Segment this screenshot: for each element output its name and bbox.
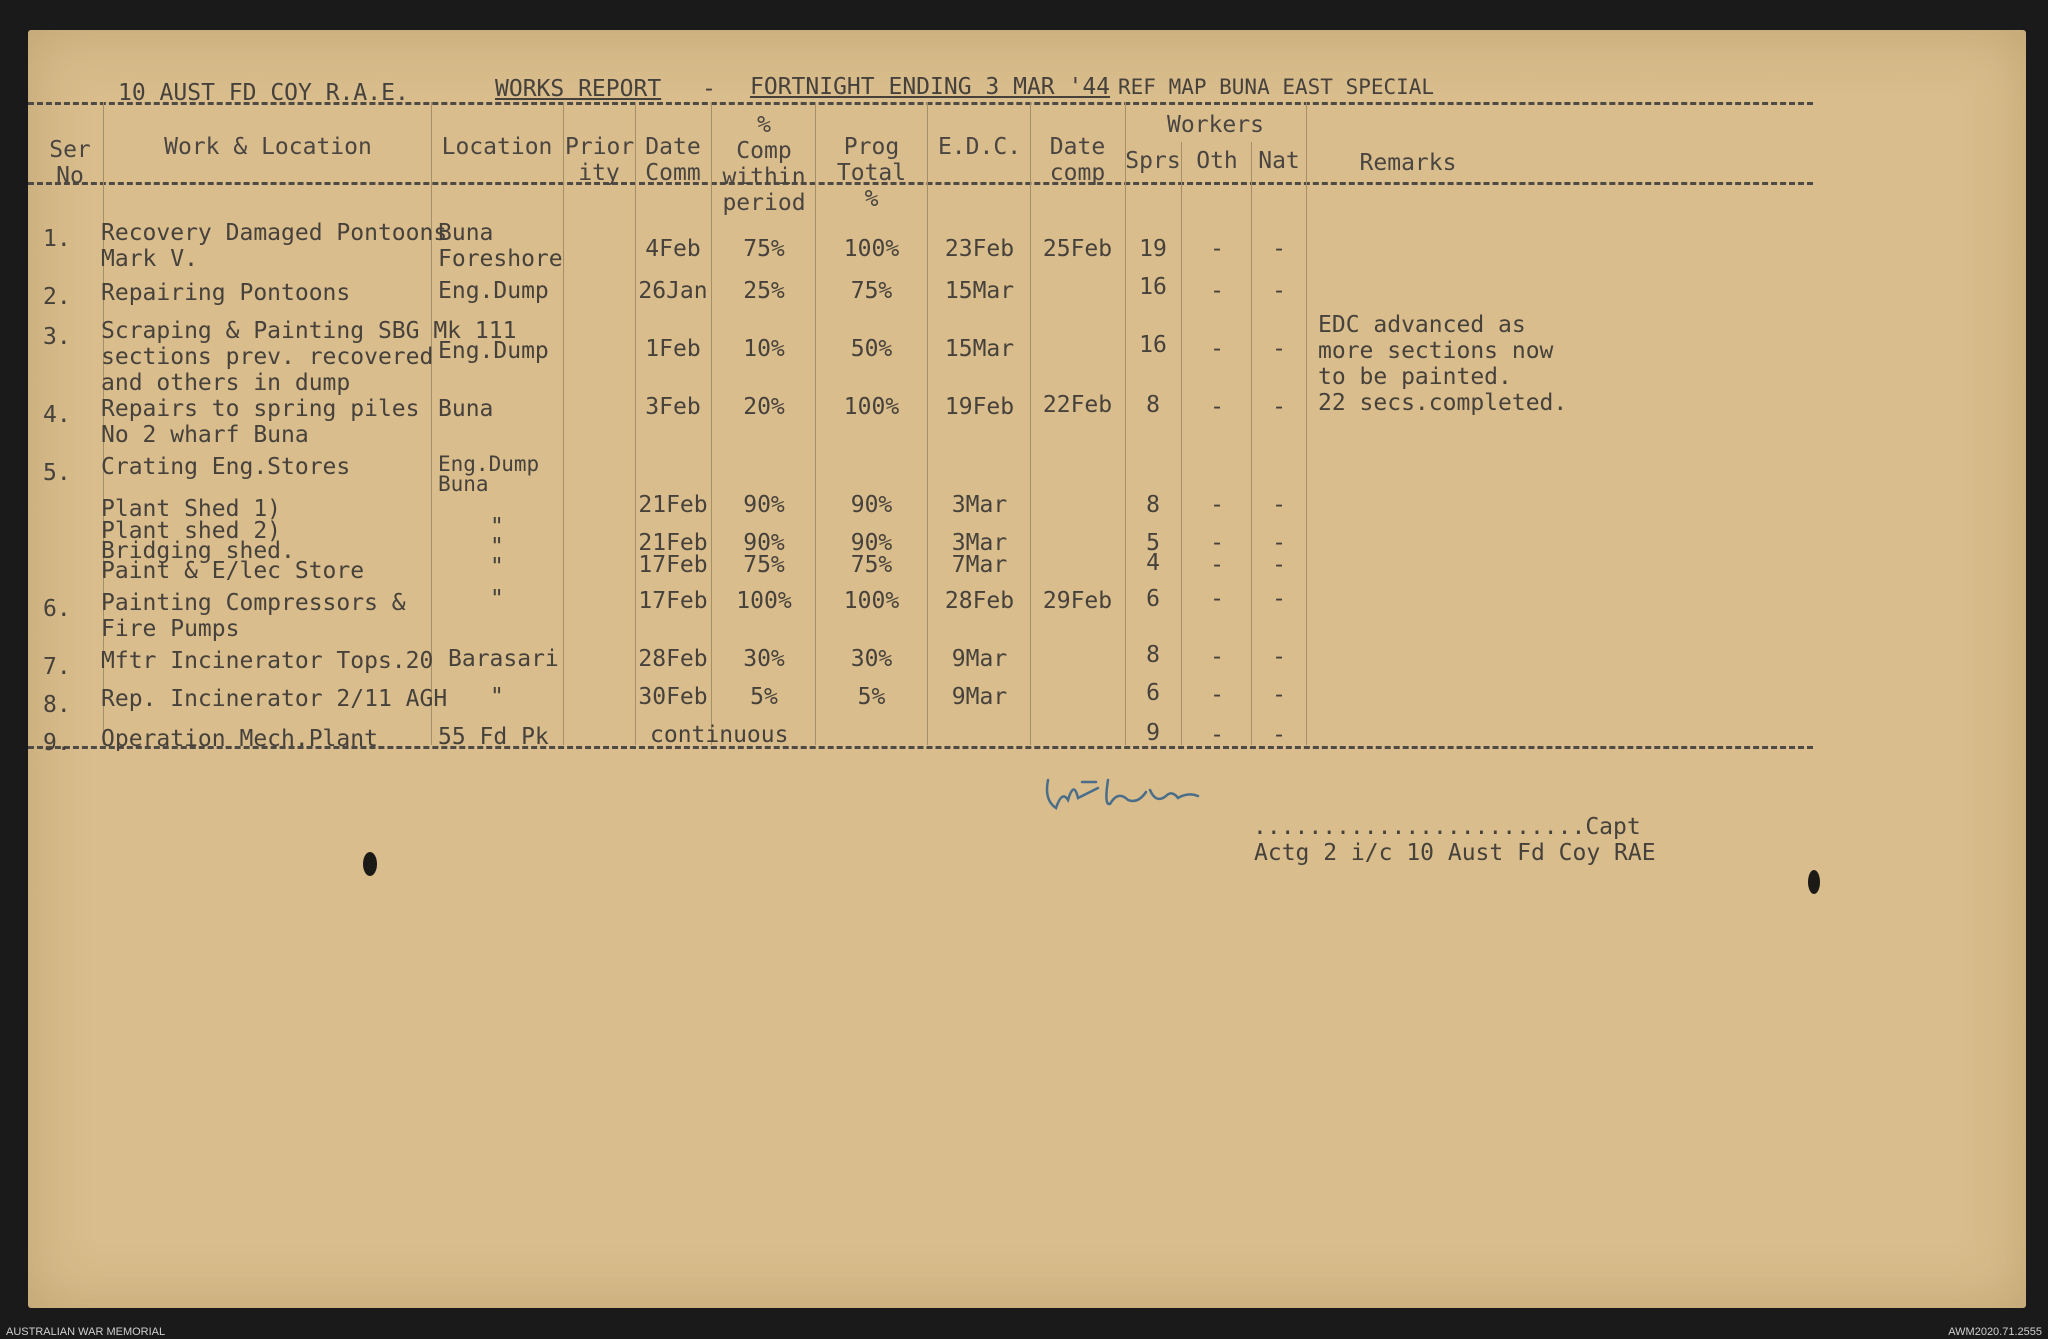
- row-2-work: Repairing Pontoons: [101, 280, 351, 306]
- row-4-date-comp: 22Feb: [1042, 392, 1113, 418]
- row-2-location: Eng.Dump: [438, 278, 549, 304]
- row-4-location: Buna: [438, 396, 494, 422]
- row-5c-edc: 3Mar: [951, 530, 1008, 556]
- row-5b-location: ": [490, 514, 504, 540]
- row-1-date-comp: 25Feb: [1042, 236, 1113, 262]
- header-rule: [28, 102, 1813, 105]
- row-1-prog: 100%: [843, 236, 900, 262]
- row-5a-prog: 90%: [850, 492, 893, 518]
- row-1-date-comm: 4Feb: [645, 236, 701, 262]
- row-4-oth: -: [1210, 394, 1224, 420]
- row-7-edc: 9Mar: [951, 646, 1008, 672]
- row-4-ser: 4.: [43, 402, 71, 428]
- row-5c-nat: -: [1272, 530, 1286, 556]
- row-5d-date-comm: 17Feb: [638, 552, 708, 578]
- signature-title: Actg 2 i/c 10 Aust Fd Coy RAE: [1254, 840, 1656, 866]
- row-5d-edc: 7Mar: [951, 552, 1008, 578]
- row-5c-work: Bridging shed.: [101, 538, 295, 564]
- row-6-ser: 6.: [43, 596, 71, 622]
- row-3-prog: 50%: [850, 336, 893, 362]
- signature-line: ........................Capt: [1253, 814, 1641, 840]
- row-4-prog: 100%: [843, 394, 900, 420]
- row-5-ser: 5.: [43, 460, 71, 486]
- row-5d-work: Paint & E/lec Store: [101, 558, 365, 584]
- col-divider: [1030, 102, 1031, 745]
- row-8-edc: 9Mar: [951, 684, 1008, 710]
- row-5a-edc: 3Mar: [951, 492, 1008, 518]
- row-8-prog: 5%: [857, 684, 886, 710]
- row-5a-oth: -: [1210, 492, 1224, 518]
- map-reference: REF MAP BUNA EAST SPECIAL: [1118, 75, 1435, 99]
- row-3-oth: -: [1210, 336, 1224, 362]
- row-3-edc: 15Mar: [944, 336, 1015, 362]
- row-6-edc: 28Feb: [944, 588, 1015, 614]
- row-5d-location: ": [490, 554, 504, 580]
- row-8-oth: -: [1210, 682, 1224, 708]
- handwritten-signature: [1038, 760, 1238, 820]
- row-4-edc: 19Feb: [944, 394, 1015, 420]
- row-7-prog: 30%: [850, 646, 893, 672]
- col-divider: [815, 102, 816, 745]
- row-1-edc: 23Feb: [944, 236, 1015, 262]
- row-5d-nat: -: [1272, 552, 1286, 578]
- row-1-oth: -: [1210, 236, 1224, 262]
- row-4-sprs: 8: [1146, 392, 1160, 418]
- row-5c-sprs: 5: [1146, 530, 1160, 556]
- row-1-sprs: 19: [1139, 236, 1167, 262]
- row-7-nat: -: [1272, 644, 1286, 670]
- row-5b-work: Plant shed 2): [101, 518, 282, 544]
- row-8-nat: -: [1272, 682, 1286, 708]
- row-3-location: Eng.Dump: [438, 338, 549, 364]
- row-9-nat: -: [1272, 722, 1286, 748]
- row-7-ser: 7.: [43, 654, 71, 680]
- col-header-work: Work & Location: [164, 134, 372, 160]
- row-3-sprs: 16: [1139, 332, 1167, 358]
- row-1-nat: -: [1272, 236, 1286, 262]
- row-8-sprs: 6: [1146, 680, 1160, 706]
- col-header-edc: E.D.C.: [937, 134, 1022, 160]
- row-5d-prog: 75%: [850, 552, 893, 578]
- col-divider: [927, 102, 928, 745]
- row-5a-sprs: 8: [1146, 492, 1160, 518]
- row-9-oth: -: [1210, 722, 1224, 748]
- row-1-pct: 75%: [743, 236, 785, 262]
- row-6-prog: 100%: [843, 588, 900, 614]
- row-7-oth: -: [1210, 644, 1224, 670]
- unit-name: 10 AUST FD COY R.A.E.: [118, 80, 409, 106]
- row-6-date-comp: 29Feb: [1042, 588, 1113, 614]
- row-3-pct: 10%: [743, 336, 785, 362]
- row-8-work: Rep. Incinerator 2/11 AGH: [101, 686, 448, 712]
- row-2-date-comm: 26Jan: [638, 278, 708, 304]
- row-4-work: Repairs to spring piles No 2 wharf Buna: [101, 396, 420, 448]
- punch-hole: [363, 852, 377, 876]
- row-3-date-comm: 1Feb: [645, 336, 701, 362]
- row-6-date-comm: 17Feb: [638, 588, 708, 614]
- row-4-date-comm: 3Feb: [645, 394, 701, 420]
- col-divider: [711, 102, 712, 745]
- row-5c-pct: 90%: [743, 530, 785, 556]
- row-1-work: Recovery Damaged Pontoons Mark V.: [101, 220, 448, 272]
- row-2-pct: 25%: [743, 278, 785, 304]
- row-9-location: 55 Fd Pk: [438, 724, 549, 750]
- row-7-work: Mftr Incinerator Tops.20: [101, 648, 434, 674]
- row-8-date-comm: 30Feb: [638, 684, 708, 710]
- row-5a-pct: 90%: [743, 492, 785, 518]
- row-5d-pct: 75%: [743, 552, 785, 578]
- col-header-date-comm: Date Comm: [645, 134, 701, 186]
- row-2-sprs: 16: [1139, 274, 1167, 300]
- col-header-sprs: Sprs: [1125, 148, 1181, 174]
- row-5c-date-comm: 21Feb: [638, 530, 708, 556]
- row-4-nat: -: [1272, 394, 1286, 420]
- col-header-priority: Prior ity: [565, 134, 635, 186]
- row-5d-sprs: 4: [1146, 550, 1160, 576]
- row-9-ser: 9.: [43, 730, 71, 756]
- col-header-date-comp: Date comp: [1049, 134, 1106, 186]
- row-1-location: Buna Foreshore: [438, 220, 563, 272]
- remarks-text: EDC advanced as more sections now to be painted. 22 secs.completed.: [1318, 312, 1568, 416]
- row-7-pct: 30%: [743, 646, 785, 672]
- row-5a-nat: -: [1272, 492, 1286, 518]
- row-6-location: ": [490, 586, 504, 612]
- report-period: FORTNIGHT ENDING 3 MAR '44: [750, 74, 1111, 100]
- col-header-pct-comp: % Comp within period: [722, 112, 806, 216]
- row-3-ser: 3.: [43, 324, 71, 350]
- archive-reference: AWM2020.71.2555: [1948, 1326, 2042, 1338]
- row-8-location: ": [490, 684, 504, 710]
- title-dash: -: [702, 76, 716, 102]
- row-5a-work: Plant Shed 1): [101, 496, 282, 522]
- col-header-oth: Oth: [1196, 148, 1238, 174]
- col-header-nat: Nat: [1258, 148, 1300, 174]
- row-7-date-comm: 28Feb: [638, 646, 708, 672]
- punch-hole: [1808, 870, 1820, 894]
- row-5-work: Crating Eng.Stores: [101, 454, 351, 480]
- row-7-location: Barasari: [448, 646, 559, 672]
- row-6-nat: -: [1272, 586, 1286, 612]
- col-divider: [1181, 142, 1182, 745]
- row-2-prog: 75%: [850, 278, 893, 304]
- row-5a-date-comm: 21Feb: [638, 492, 708, 518]
- col-header-ser: Ser No: [49, 137, 91, 189]
- row-3-nat: -: [1272, 336, 1286, 362]
- row-8-ser: 8.: [43, 692, 71, 718]
- document-page: [28, 30, 2026, 1308]
- row-7-sprs: 8: [1146, 642, 1160, 668]
- row-9-sprs: 9: [1146, 720, 1160, 746]
- row-5c-oth: -: [1210, 530, 1224, 556]
- archive-credit: AUSTRALIAN WAR MEMORIAL: [6, 1326, 166, 1338]
- row-5c-prog: 90%: [850, 530, 893, 556]
- row-6-oth: -: [1210, 586, 1224, 612]
- row-5d-oth: -: [1210, 552, 1224, 578]
- report-title: WORKS REPORT: [495, 76, 662, 102]
- col-divider: [1251, 142, 1252, 745]
- row-2-nat: -: [1272, 278, 1286, 304]
- row-3-work: Scraping & Painting SBG Mk 111 sections prev. recovered and others in dump: [101, 318, 517, 396]
- row-1-ser: 1.: [43, 226, 71, 252]
- row-5c-location: ": [490, 534, 504, 560]
- col-header-prog-total: Prog Total %: [836, 134, 907, 212]
- col-header-workers: Workers: [1167, 112, 1264, 138]
- col-divider: [635, 102, 636, 745]
- row-6-pct: 100%: [736, 588, 792, 614]
- row-2-oth: -: [1210, 278, 1224, 304]
- row-2-edc: 15Mar: [944, 278, 1015, 304]
- row-9-date-comm: continuous: [650, 722, 789, 748]
- col-divider: [1306, 102, 1307, 745]
- col-header-location: Location: [441, 134, 553, 160]
- col-header-remarks: Remarks: [1359, 150, 1457, 176]
- row-4-pct: 20%: [743, 394, 785, 420]
- row-6-sprs: 6: [1146, 586, 1160, 612]
- row-8-pct: 5%: [750, 684, 778, 710]
- row-5-location: Eng.Dump Buna: [438, 452, 540, 496]
- row-2-ser: 2.: [43, 284, 71, 310]
- row-9-work: Operation Mech.Plant: [101, 726, 378, 752]
- col-divider: [563, 102, 564, 745]
- row-6-work: Painting Compressors & Fire Pumps: [101, 590, 406, 642]
